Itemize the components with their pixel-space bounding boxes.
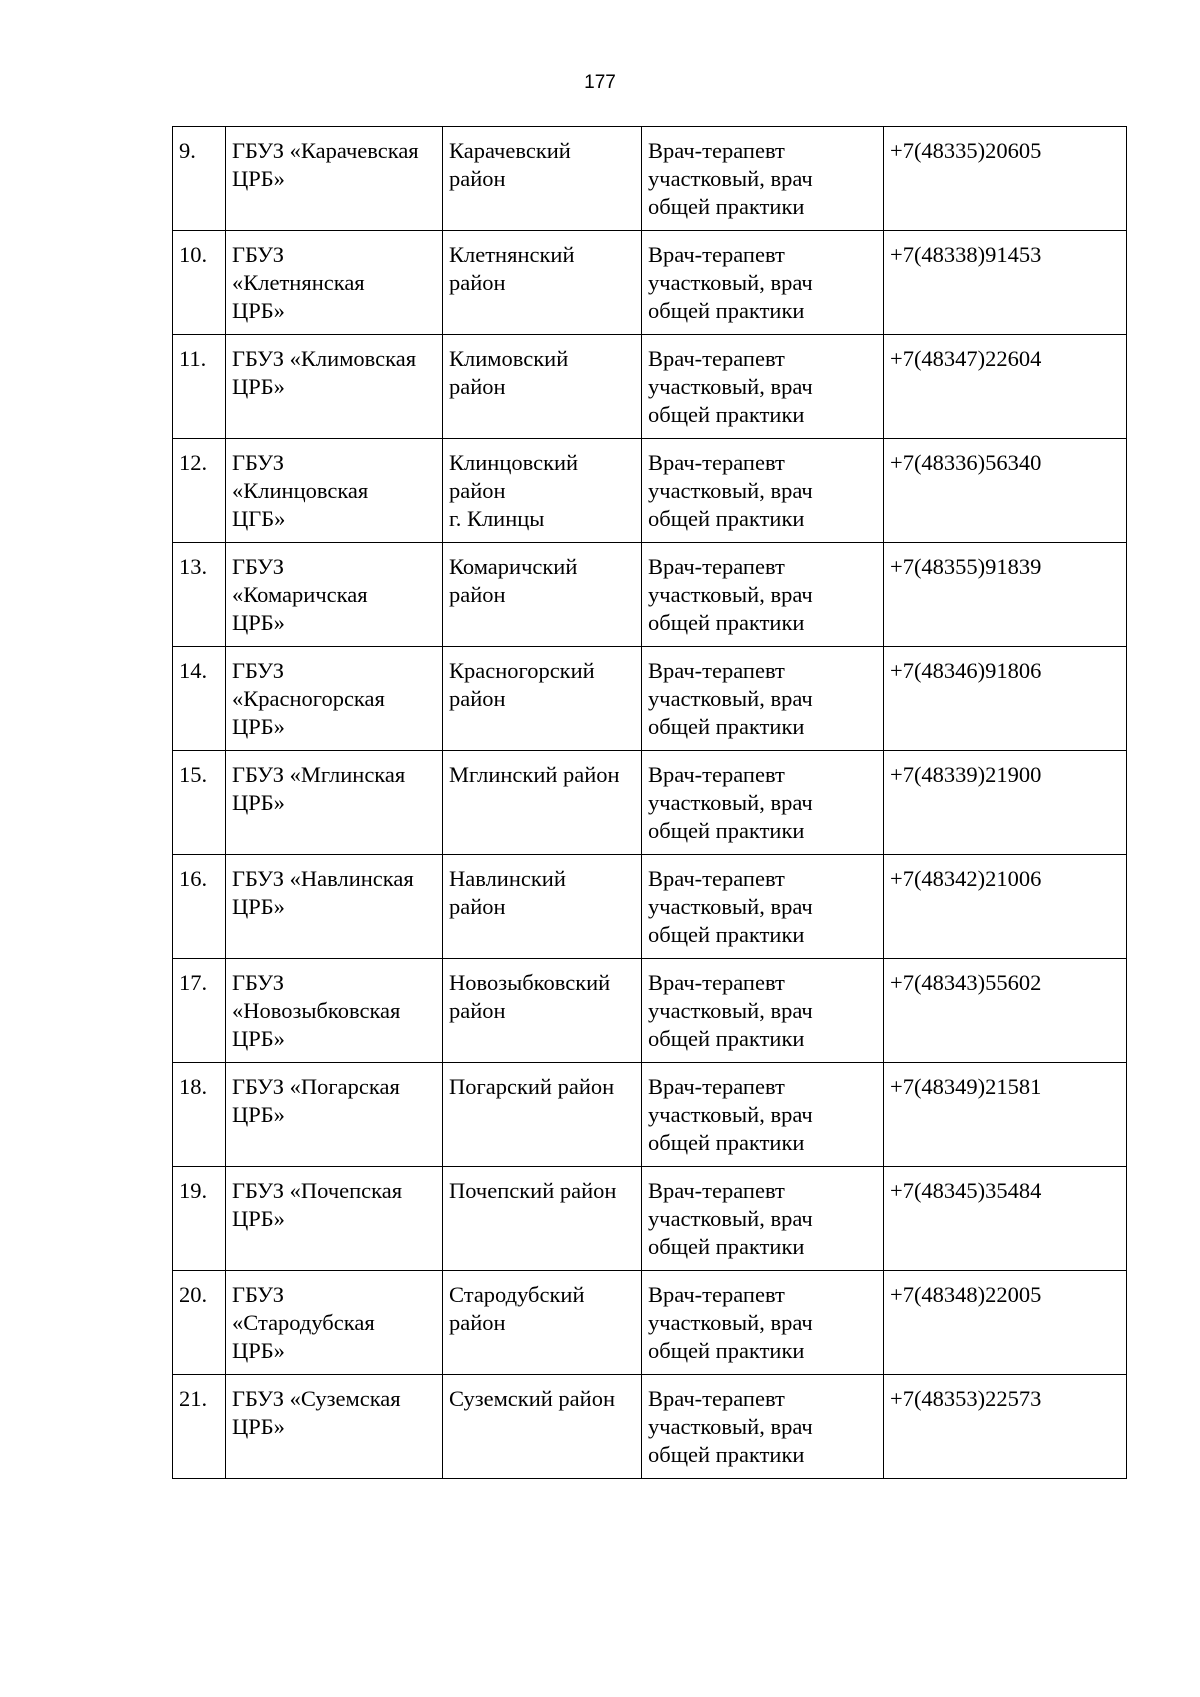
organization-cell: ГБУЗ «Суземская ЦРБ» (226, 1375, 443, 1479)
phone-cell: +7(48349)21581 (884, 1063, 1127, 1167)
phone-cell: +7(48345)35484 (884, 1167, 1127, 1271)
phone-cell: +7(48339)21900 (884, 751, 1127, 855)
organization-cell: ГБУЗ «Навлинская ЦРБ» (226, 855, 443, 959)
clinic-table-body (173, 127, 1127, 1479)
phone-cell: +7(48343)55602 (884, 959, 1127, 1063)
row-number-cell: 14. (173, 647, 226, 751)
organization-cell: ГБУЗ «Почепская ЦРБ» (226, 1167, 443, 1271)
table-row (173, 647, 1127, 751)
organization-cell: ГБУЗ «Красногорская ЦРБ» (226, 647, 443, 751)
district-cell: Навлинский район (443, 855, 642, 959)
table-row (173, 439, 1127, 543)
district-cell: Стародубский район (443, 1271, 642, 1375)
specialty-cell: Врач-терапевт участковый, врач общей практики (642, 127, 884, 231)
row-number-cell: 18. (173, 1063, 226, 1167)
table-row (173, 335, 1127, 439)
table-row (173, 1271, 1127, 1375)
specialty-cell: Врач-терапевт участковый, врач общей практики (642, 959, 884, 1063)
row-number-cell: 19. (173, 1167, 226, 1271)
table-row (173, 1063, 1127, 1167)
phone-cell: +7(48336)56340 (884, 439, 1127, 543)
phone-cell: +7(48338)91453 (884, 231, 1127, 335)
table-row (173, 127, 1127, 231)
table-row (173, 959, 1127, 1063)
specialty-cell: Врач-терапевт участковый, врач общей практики (642, 1167, 884, 1271)
organization-cell: ГБУЗ «Новозыбковская ЦРБ» (226, 959, 443, 1063)
table-row (173, 543, 1127, 647)
specialty-cell: Врач-терапевт участковый, врач общей практики (642, 1375, 884, 1479)
organization-cell: ГБУЗ «Мглинская ЦРБ» (226, 751, 443, 855)
phone-cell: +7(48347)22604 (884, 335, 1127, 439)
clinic-table (172, 126, 1127, 1479)
district-cell: Погарский район (443, 1063, 642, 1167)
district-cell: Карачевский район (443, 127, 642, 231)
phone-cell: +7(48342)21006 (884, 855, 1127, 959)
phone-cell: +7(48348)22005 (884, 1271, 1127, 1375)
organization-cell: ГБУЗ «Карачевская ЦРБ» (226, 127, 443, 231)
district-cell: Красногорский район (443, 647, 642, 751)
specialty-cell: Врач-терапевт участковый, врач общей практики (642, 855, 884, 959)
district-cell: Новозыбковский район (443, 959, 642, 1063)
organization-cell: ГБУЗ «Погарская ЦРБ» (226, 1063, 443, 1167)
organization-cell: ГБУЗ «Клетнянская ЦРБ» (226, 231, 443, 335)
row-number-cell: 9. (173, 127, 226, 231)
row-number-cell: 15. (173, 751, 226, 855)
specialty-cell: Врач-терапевт участковый, врач общей практики (642, 335, 884, 439)
row-number-cell: 13. (173, 543, 226, 647)
organization-cell: ГБУЗ «Клинцовская ЦГБ» (226, 439, 443, 543)
organization-cell: ГБУЗ «Комаричская ЦРБ» (226, 543, 443, 647)
table-row (173, 855, 1127, 959)
specialty-cell: Врач-терапевт участковый, врач общей практики (642, 647, 884, 751)
specialty-cell: Врач-терапевт участковый, врач общей практики (642, 543, 884, 647)
organization-cell: ГБУЗ «Стародубская ЦРБ» (226, 1271, 443, 1375)
phone-cell: +7(48335)20605 (884, 127, 1127, 231)
district-cell: Почепский район (443, 1167, 642, 1271)
district-cell: Клетнянский район (443, 231, 642, 335)
table-row (173, 1375, 1127, 1479)
phone-cell: +7(48346)91806 (884, 647, 1127, 751)
organization-cell: ГБУЗ «Климовская ЦРБ» (226, 335, 443, 439)
district-cell: Клинцовский район г. Клинцы (443, 439, 642, 543)
page-number: 177 (584, 72, 616, 93)
row-number-cell: 21. (173, 1375, 226, 1479)
specialty-cell: Врач-терапевт участковый, врач общей практики (642, 1271, 884, 1375)
row-number-cell: 20. (173, 1271, 226, 1375)
phone-cell: +7(48355)91839 (884, 543, 1127, 647)
row-number-cell: 16. (173, 855, 226, 959)
district-cell: Мглинский район (443, 751, 642, 855)
specialty-cell: Врач-терапевт участковый, врач общей практики (642, 1063, 884, 1167)
district-cell: Климовский район (443, 335, 642, 439)
table-row (173, 1167, 1127, 1271)
specialty-cell: Врач-терапевт участковый, врач общей практики (642, 439, 884, 543)
district-cell: Суземский район (443, 1375, 642, 1479)
specialty-cell: Врач-терапевт участковый, врач общей практики (642, 751, 884, 855)
phone-cell: +7(48353)22573 (884, 1375, 1127, 1479)
specialty-cell: Врач-терапевт участковый, врач общей практики (642, 231, 884, 335)
row-number-cell: 17. (173, 959, 226, 1063)
row-number-cell: 11. (173, 335, 226, 439)
table-row (173, 231, 1127, 335)
district-cell: Комаричский район (443, 543, 642, 647)
row-number-cell: 12. (173, 439, 226, 543)
table-row (173, 751, 1127, 855)
row-number-cell: 10. (173, 231, 226, 335)
